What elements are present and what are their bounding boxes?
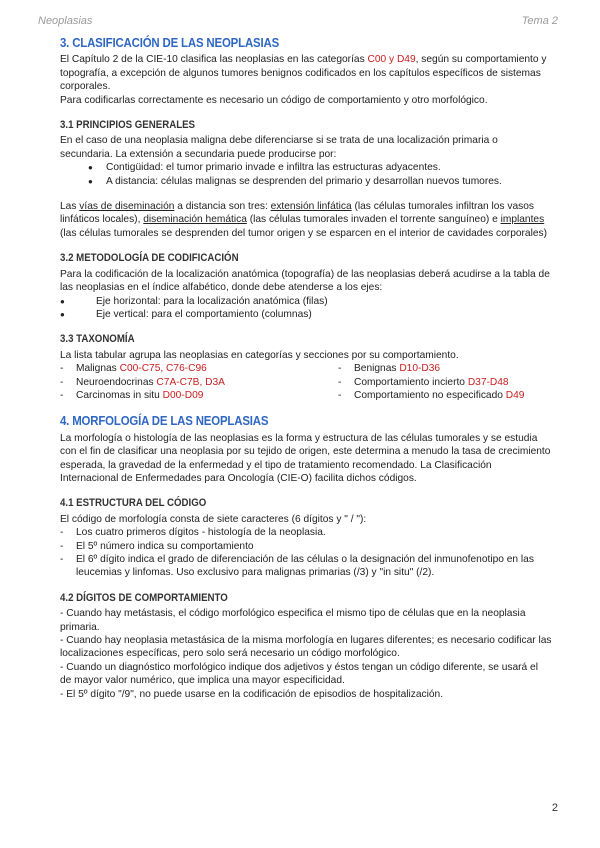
list-item: ● Contigüidad: el tumor primario invade e infiltra las estructuras adyacentes. xyxy=(60,161,552,174)
section-3-3-paragraph: La lista tabular agrupa las neoplasias en categorías y secciones por su comportamiento. xyxy=(60,349,459,361)
code-range: D49 xyxy=(505,389,525,401)
code-range: D37-D48 xyxy=(467,376,509,388)
list-item: - El 5º número indica su comportamiento xyxy=(60,540,552,553)
text: (las células tumorales se desprenden del tumor origen y se esparcen en el interior de cavidades corporales) xyxy=(60,227,547,239)
section-4-1-paragraph: El código de morfología consta de siete caracteres (6 dígitos y " / "): xyxy=(60,513,367,525)
underlined-term: vías de diseminación xyxy=(79,201,175,213)
section-3-paragraph xyxy=(60,53,552,93)
underlined-term: diseminación hemática xyxy=(143,214,247,226)
taxonomy-item xyxy=(338,376,552,389)
behavior-line: - El 5º dígito "/9", no puede usarse en la codificación de episodios de hospitalización. xyxy=(60,688,444,700)
code-range: C00-C75, C76-C96 xyxy=(119,363,207,375)
label: Malignas xyxy=(76,363,120,375)
page-content xyxy=(60,36,552,701)
section-4-title: 4. MORFOLOGÍA DE LAS NEOPLASIAS xyxy=(60,413,269,429)
text: a distancia son tres: xyxy=(174,201,271,213)
header-doc-title: Neoplasias xyxy=(38,15,93,27)
text: El Capítulo 2 de la CIE-10 clasifica las neoplasias en las categorías xyxy=(60,54,368,66)
taxonomy-item xyxy=(60,389,338,402)
section-3-1-title: 3.1 PRINCIPIOS GENERALES xyxy=(60,119,196,132)
text: Las xyxy=(60,201,80,213)
underlined-term: implantes xyxy=(500,214,545,226)
axes-list xyxy=(60,295,552,322)
behavior-line: - Cuando hay metástasis, el código morfológico especifica el mismo tipo de células que en la neoplasia primaria. xyxy=(60,608,526,633)
label: Benignas xyxy=(354,363,400,375)
section-3-1-paragraph: En el caso de una neoplasia maligna debe diferenciarse si se trata de una localización primaria o secundaria. La extensión a secundaria puede producirse por: xyxy=(60,135,498,160)
taxonomy-list xyxy=(60,362,552,402)
code-range: D00-D09 xyxy=(162,389,204,401)
taxonomy-item xyxy=(338,362,552,375)
code-structure-list xyxy=(60,526,552,580)
underlined-term: extensión linfática xyxy=(270,201,352,213)
behavior-line: - Cuando un diagnóstico morfológico indique dos adjetivos y éstos tengan un código diferente, se usará el de mayor valor numérico, que implica una mayor especificidad. xyxy=(60,661,538,687)
taxonomy-item xyxy=(60,362,338,375)
behavior-line: - Cuando hay neoplasia metastásica de la misma morfología en lugares diferentes; es necesario codificar las localizaciones específicas, pero solo será necesario un código morfológico. xyxy=(60,635,552,660)
section-3-2-paragraph: Para la codificación de la localización anatómica (topografía) de las neoplasias deberá acudirse a la tabla de las neoplasias en el índice alfabético, donde debe atenderse a los ejes: xyxy=(60,268,550,294)
code-range: D10-D36 xyxy=(399,363,441,375)
text: , según su comportamiento y topografía, a excepción de algunos tumores benignos codificados en los capítulos específicos de sistemas corporales. xyxy=(60,54,547,93)
header-topic: Tema 2 xyxy=(521,15,558,27)
section-3-paragraph-2: Para codificarlas correctamente es necesario un código de comportamiento y otro morfológico. xyxy=(60,94,488,106)
list-item: ● A distancia: células malignas se desprenden del primario y desarrollan nuevos tumores. xyxy=(60,175,552,188)
text: (las células tumorales invaden el torrente sanguíneo) e xyxy=(246,214,501,226)
section-4-paragraph: La morfología o histología de las neoplasias es la forma y estructura de las células tumorales y se estudia con el fin de clasificar una neoplasia por su tejido de origen, este determina a menudo la tasa de crecimiento esperada, la gravedad de la enfermedad y el tipo de tratamiento recomendado. La Clasificación Internacional de Enfermedades para Oncología (CIE-O) facilita dichos códigos. xyxy=(60,432,551,484)
dissemination-paragraph xyxy=(60,200,552,240)
taxonomy-item xyxy=(60,376,338,389)
taxonomy-item xyxy=(338,389,552,402)
code-range: C7A-C7B, D3A xyxy=(156,376,225,388)
section-4-1-title: 4.1 ESTRUCTURA DEL CÓDIGO xyxy=(60,497,207,510)
label: Comportamiento incierto xyxy=(354,376,468,388)
list-item: - Los cuatro primeros dígitos - histología de la neoplasia. xyxy=(60,526,552,539)
label: Comportamiento no especificado xyxy=(354,389,506,401)
section-3-2-title: 3.2 METODOLOGÍA DE CODIFICACIÓN xyxy=(60,252,239,265)
page-number: 2 xyxy=(551,802,558,814)
label: Neuroendocrinas xyxy=(76,376,157,388)
section-4-2-title: 4.2 DÍGITOS DE COMPORTAMIENTO xyxy=(60,591,228,604)
section-3-title: 3. CLASIFICACIÓN DE LAS NEOPLASIAS xyxy=(60,35,280,50)
section-3-3-title: 3.3 TAXONOMÍA xyxy=(60,333,135,346)
category-range: C00 y D49 xyxy=(367,54,416,66)
list-item: ● Eje horizontal: para la localización anatómica (filas) xyxy=(60,295,552,308)
list-item: ● Eje vertical: para el comportamiento (columnas) xyxy=(60,308,552,321)
text: (las células tumorales infiltran los vasos linfáticos locales), xyxy=(60,201,534,226)
label: Carcinomas in situ xyxy=(76,389,163,401)
extension-list xyxy=(60,161,552,188)
list-item: - El 6º dígito indica el grado de diferenciación de las células o la designación del inmunofenotipo en las leucemias y linfomas. Uso exclusivo para malignas primarias (/3) y "in situ" (/2). xyxy=(60,553,552,580)
